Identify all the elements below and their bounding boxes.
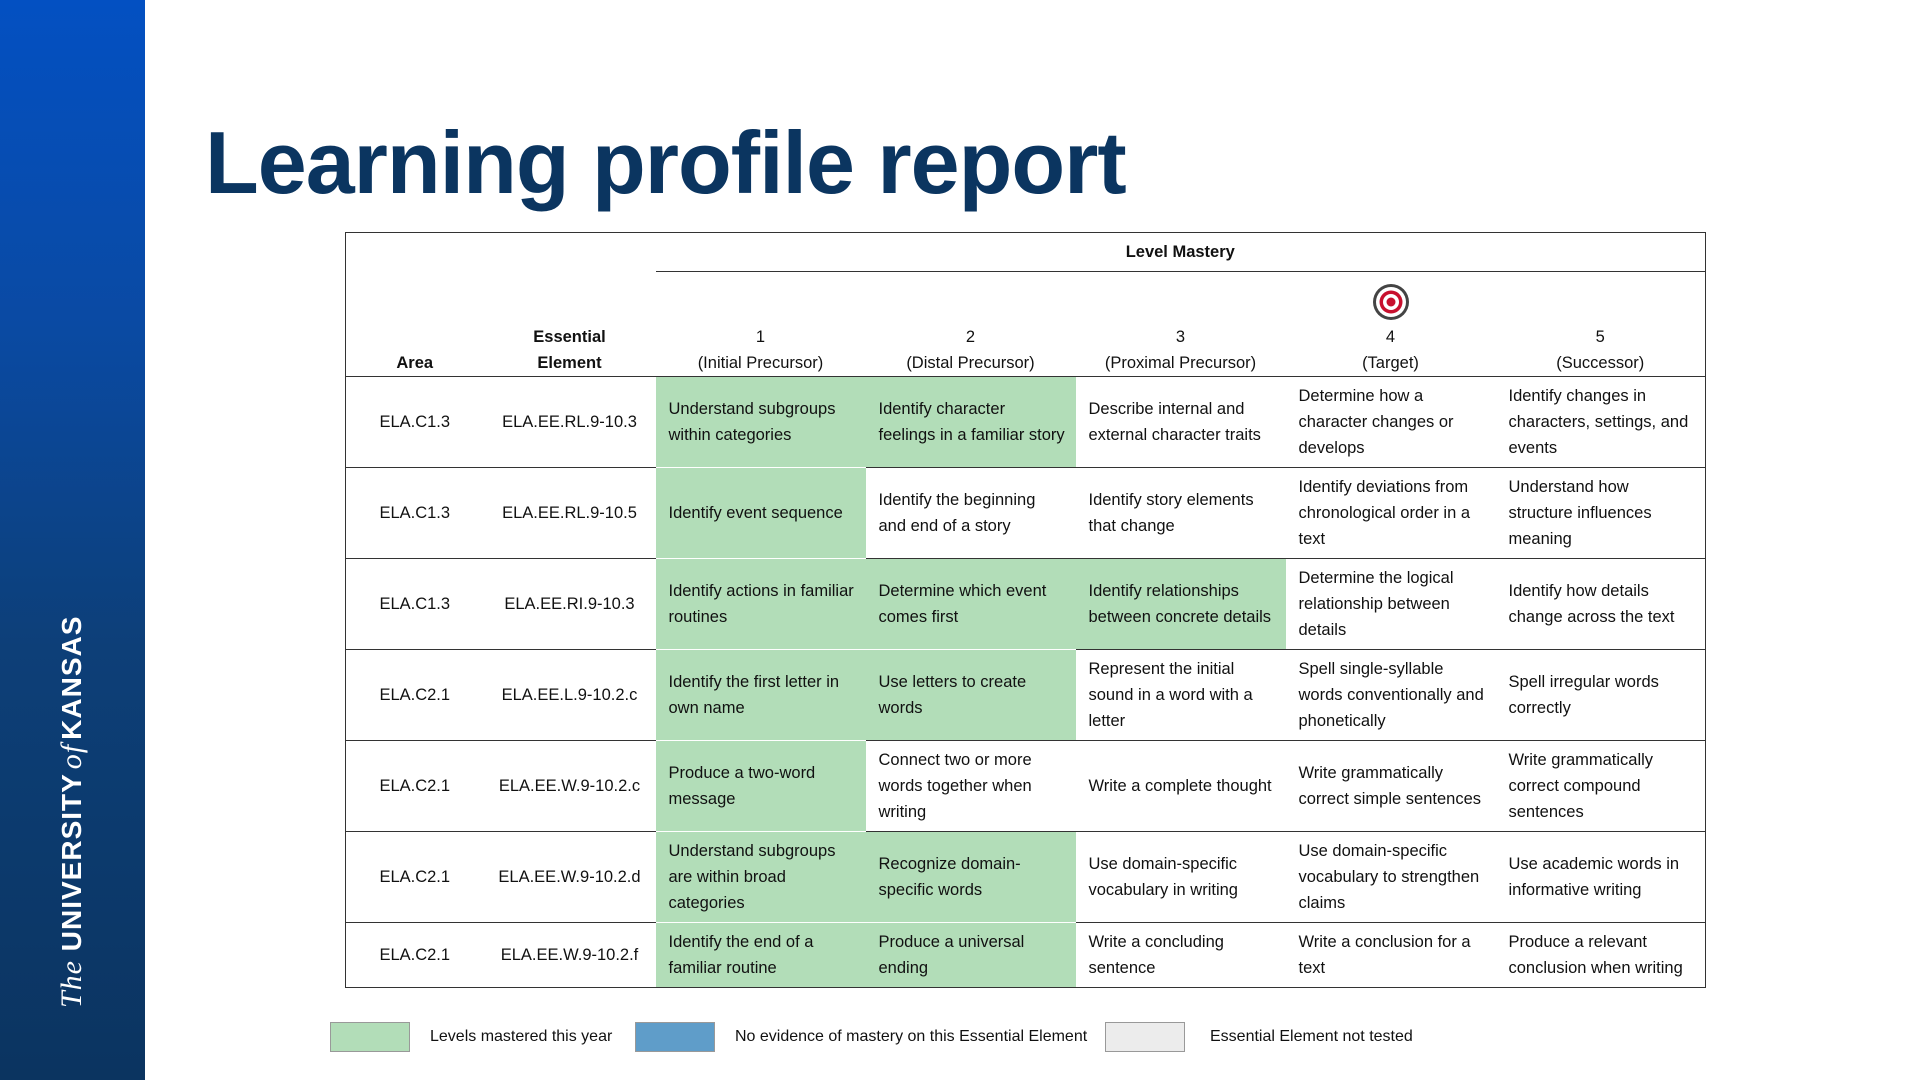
essential-element-cell: ELA.EE.L.9-10.2.c xyxy=(484,650,656,741)
table-row xyxy=(346,559,1706,650)
area-cell: ELA.C2.1 xyxy=(379,946,451,964)
level-name: (Distal Precursor) xyxy=(906,354,1035,372)
level-cell-5: Understand how structure influences meaning xyxy=(1496,468,1706,559)
level-cell-3: Describe internal and external character traits xyxy=(1076,377,1286,468)
page-title: Learning profile report xyxy=(205,113,1126,212)
learning-profile-table xyxy=(345,232,1706,988)
level-cell-5: Produce a relevant conclusion when writing xyxy=(1508,933,1683,977)
level-number: 2 xyxy=(965,328,976,346)
area-cell: ELA.C2.1 xyxy=(346,650,484,741)
level-cell-1: Identify the first letter in own name xyxy=(656,650,866,741)
legend-swatch xyxy=(1105,1022,1185,1052)
essential-element-cell: ELA.EE.W.9-10.2.f xyxy=(500,946,639,964)
table-row xyxy=(346,650,1706,741)
sidebar-brand-bar xyxy=(0,0,145,1080)
level-cell-4: Use domain-specific vocabulary to strengthen claims xyxy=(1286,832,1496,923)
level-name: (Initial Precursor) xyxy=(697,354,824,372)
level-header-4 xyxy=(1286,272,1496,377)
table-row xyxy=(346,741,1706,832)
header-group-row xyxy=(346,233,1706,272)
level-cell-5: Use academic words in informative writing xyxy=(1496,832,1706,923)
level-cell-3: Represent the initial sound in a word with a letter xyxy=(1076,650,1286,741)
brand-the: The xyxy=(55,960,88,1008)
level-cell-3: Use domain-specific vocabulary in writing xyxy=(1076,832,1286,923)
level-mastery-header: Level Mastery xyxy=(656,233,1706,272)
level-cell-1: Identify event sequence xyxy=(656,468,866,559)
level-cell-5: Identify changes in characters, settings, and events xyxy=(1496,377,1706,468)
brand-kansas: KANSAS xyxy=(56,615,87,740)
ee-header-line2: Element xyxy=(537,354,602,372)
header-levels-row xyxy=(346,272,1706,377)
level-cell-5: Identify how details change across the text xyxy=(1496,559,1706,650)
level-name: (Target) xyxy=(1362,354,1419,372)
level-number: 4 xyxy=(1385,328,1396,346)
level-cell-4: Identify deviations from chronological order in a text xyxy=(1286,468,1496,559)
level-number: 3 xyxy=(1175,328,1186,346)
legend-label: No evidence of mastery on this Essential Element xyxy=(735,1028,1088,1045)
level-cell-2: Use letters to create words xyxy=(866,650,1076,741)
essential-element-cell: ELA.EE.RL.9-10.5 xyxy=(484,468,656,559)
level-cell-1: Understand subgroups within categories xyxy=(656,377,866,468)
level-cell-1: Produce a two-word message xyxy=(656,741,866,832)
level-header-1 xyxy=(656,272,866,377)
area-header xyxy=(346,272,484,377)
level-cell-2: Identify the beginning and end of a story xyxy=(866,468,1076,559)
level-name: (Proximal Precursor) xyxy=(1104,354,1257,372)
level-name: (Successor) xyxy=(1556,354,1645,372)
level-cell-4: Determine the logical relationship between details xyxy=(1286,559,1496,650)
level-cell-3: Identify story elements that change xyxy=(1076,468,1286,559)
level-cell-2: Identify character feelings in a familiar story xyxy=(866,377,1076,468)
level-cell-4: Write a conclusion for a text xyxy=(1298,933,1471,977)
level-cell-4: Write grammatically correct simple sentences xyxy=(1286,741,1496,832)
level-cell-5: Write grammatically correct compound sentences xyxy=(1496,741,1706,832)
level-cell-2: Recognize domain-specific words xyxy=(866,832,1076,923)
level-cell-1: Identify the end of a familiar routine xyxy=(656,923,866,988)
essential-element-cell: ELA.EE.W.9-10.2.c xyxy=(484,741,656,832)
table-row xyxy=(346,377,1706,468)
level-cell-1: Understand subgroups are within broad categories xyxy=(656,832,866,923)
ee-header-line1: Essential xyxy=(533,328,606,346)
area-cell: ELA.C1.3 xyxy=(346,559,484,650)
brand-of: of xyxy=(55,743,88,770)
area-cell: ELA.C1.3 xyxy=(346,468,484,559)
legend-swatch xyxy=(330,1022,410,1052)
legend-swatch xyxy=(635,1022,715,1052)
target-icon xyxy=(1371,282,1411,322)
level-cell-5: Spell irregular words correctly xyxy=(1496,650,1706,741)
area-header-label: Area xyxy=(396,354,434,372)
level-number: 1 xyxy=(755,328,766,346)
level-cell-4: Spell single-syllable words conventionally and phonetically xyxy=(1286,650,1496,741)
header-spacer xyxy=(346,233,484,272)
level-cell-4: Determine how a character changes or develops xyxy=(1286,377,1496,468)
level-cell-1: Identify actions in familiar routines xyxy=(656,559,866,650)
table-row xyxy=(346,832,1706,923)
brand-university: UNIVERSITY xyxy=(56,773,87,952)
table-row xyxy=(346,468,1706,559)
essential-element-cell: ELA.EE.W.9-10.2.d xyxy=(484,832,656,923)
level-cell-3: Write a concluding sentence xyxy=(1088,933,1224,977)
legend-label: Levels mastered this year xyxy=(430,1028,613,1045)
level-cell-2: Produce a universal ending xyxy=(866,923,1076,988)
essential-element-cell: ELA.EE.RL.9-10.3 xyxy=(484,377,656,468)
level-cell-3: Identify relationships between concrete details xyxy=(1076,559,1286,650)
area-cell: ELA.C2.1 xyxy=(346,832,484,923)
area-cell: ELA.C1.3 xyxy=(346,377,484,468)
university-wordmark xyxy=(52,616,92,1008)
level-header-2 xyxy=(866,272,1076,377)
area-cell: ELA.C2.1 xyxy=(346,741,484,832)
level-cell-3: Write a complete thought xyxy=(1076,741,1286,832)
header-spacer xyxy=(484,233,656,272)
legend xyxy=(330,1020,1830,1054)
essential-element-header xyxy=(484,272,656,377)
essential-element-cell: ELA.EE.RI.9-10.3 xyxy=(484,559,656,650)
level-header-5 xyxy=(1496,272,1706,377)
level-number: 5 xyxy=(1595,328,1605,346)
level-cell-2: Connect two or more words together when writing xyxy=(866,741,1076,832)
table-row xyxy=(346,923,1706,988)
legend-label: Essential Element not tested xyxy=(1210,1028,1413,1045)
level-cell-2: Determine which event comes first xyxy=(866,559,1076,650)
level-header-3 xyxy=(1076,272,1286,377)
